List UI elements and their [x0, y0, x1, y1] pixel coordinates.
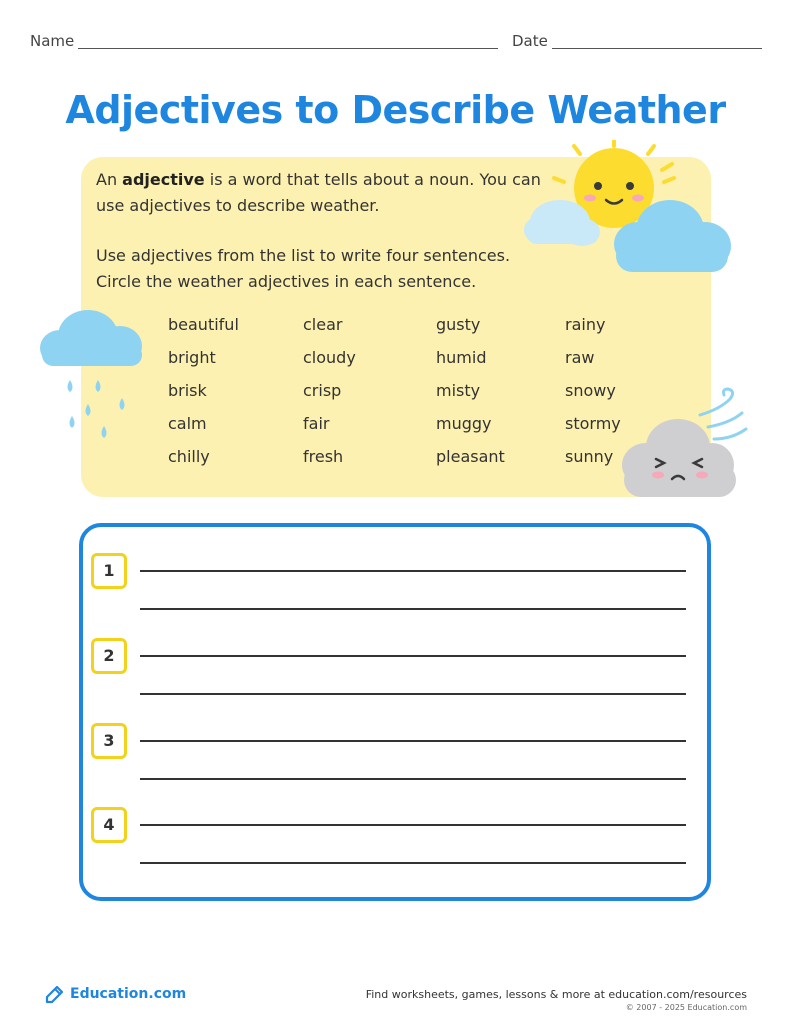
- adjective-word: sunny: [565, 447, 614, 466]
- storm-cloud-icon: [618, 385, 758, 500]
- date-line[interactable]: [552, 48, 762, 49]
- adjective-word: beautiful: [168, 315, 239, 334]
- name-line[interactable]: [78, 48, 498, 49]
- writing-line[interactable]: [140, 778, 686, 780]
- adjective-word: raw: [565, 348, 595, 367]
- writing-line[interactable]: [140, 570, 686, 572]
- writing-line[interactable]: [140, 862, 686, 864]
- adjective-word: clear: [303, 315, 343, 334]
- page-title: Adjectives to Describe Weather: [65, 88, 726, 132]
- adjective-word: gusty: [436, 315, 481, 334]
- writing-line[interactable]: [140, 608, 686, 610]
- adjective-word: fresh: [303, 447, 344, 466]
- sentence-number-badge: 1: [91, 553, 127, 589]
- adjective-word: crisp: [303, 381, 342, 400]
- adjective-word: snowy: [565, 381, 616, 400]
- instructions-paragraph: Use adjectives from the list to write four sentences. Circle the weather adjectives in each sentence.: [96, 246, 511, 291]
- adjective-word: chilly: [168, 447, 210, 466]
- writing-line[interactable]: [140, 693, 686, 695]
- intro-bold-term: adjective: [122, 170, 205, 189]
- adjective-word: fair: [303, 414, 330, 433]
- wind-icon: [700, 389, 746, 439]
- intro-paragraph: [96, 167, 546, 219]
- adjective-word: muggy: [436, 414, 492, 433]
- adjective-word: rainy: [565, 315, 606, 334]
- adjective-word: calm: [168, 414, 207, 433]
- writing-line[interactable]: [140, 655, 686, 657]
- intro-post: is a word that tells about a noun. You can use adjectives to describe weather.: [96, 170, 541, 215]
- sentence-number-badge: 2: [91, 638, 127, 674]
- intro-pre: An: [96, 170, 123, 189]
- pencil-logo-icon: [44, 983, 66, 1005]
- sun-icon: [520, 140, 740, 280]
- writing-line[interactable]: [140, 824, 686, 826]
- rain-cloud-icon: [36, 306, 148, 442]
- sentence-number-badge: 4: [91, 807, 127, 843]
- answer-area: [79, 523, 711, 901]
- sentence-number-badge: 3: [91, 723, 127, 759]
- footer-tagline[interactable]: Find worksheets, games, lessons & more at education.com/resources: [365, 988, 747, 1001]
- writing-line[interactable]: [140, 740, 686, 742]
- adjective-word: stormy: [565, 414, 621, 433]
- adjective-word: cloudy: [303, 348, 356, 367]
- adjective-word: humid: [436, 348, 487, 367]
- adjective-word: misty: [436, 381, 481, 400]
- date-label: Date: [512, 32, 548, 50]
- adjective-word: brisk: [168, 381, 207, 400]
- adjective-word: pleasant: [436, 447, 505, 466]
- adjective-word: bright: [168, 348, 216, 367]
- name-label: Name: [30, 32, 75, 50]
- footer-logo-text: Education.com: [70, 986, 187, 1002]
- footer-copyright: © 2007 - 2025 Education.com: [625, 1003, 747, 1012]
